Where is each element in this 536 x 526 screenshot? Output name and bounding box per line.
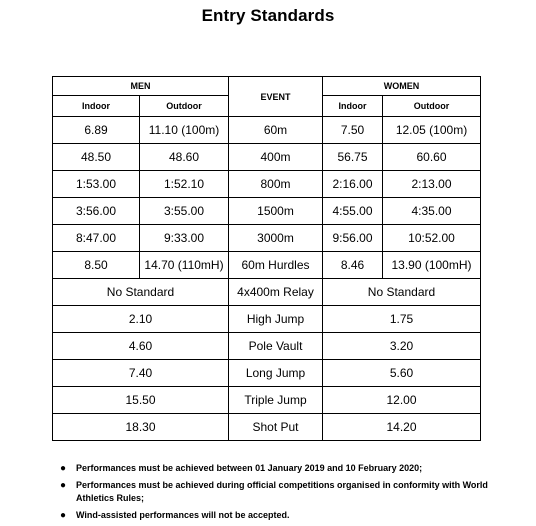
women-header: WOMEN [323,77,481,96]
women-outdoor-header: Outdoor [383,96,481,117]
cell-men-standard: 7.40 [53,360,229,387]
cell-women-outdoor: 10:52.00 [383,225,481,252]
page-title: Entry Standards [201,6,335,25]
cell-women-standard: 1.75 [323,306,481,333]
event-header: EVENT [229,77,323,117]
bullet-icon: ● [60,480,67,491]
table-row [53,198,481,225]
men-header: MEN [53,77,229,96]
note-item [60,509,500,522]
cell-women-indoor: 9:56.00 [323,225,383,252]
cell-event: Long Jump [229,360,323,387]
women-indoor-header: Indoor [323,96,383,117]
cell-men-indoor: 6.89 [53,117,140,144]
cell-women-standard: No Standard [323,279,481,306]
cell-men-standard: 2.10 [53,306,229,333]
cell-women-outdoor: 12.05 (100m) [383,117,481,144]
cell-women-standard: 12.00 [323,387,481,414]
bullet-icon: ● [60,463,67,474]
men-indoor-header: Indoor [53,96,140,117]
cell-event: 400m [229,144,323,171]
cell-women-outdoor: 13.90 (100mH) [383,252,481,279]
note-text: Performances must be achieved between 01 January 2019 and 10 February 2020; [76,463,423,473]
cell-women-outdoor: 2:13.00 [383,171,481,198]
men-outdoor-header: Outdoor [140,96,229,117]
cell-men-outdoor: 11.10 (100m) [140,117,229,144]
cell-women-standard: 14.20 [323,414,481,441]
cell-men-standard: No Standard [53,279,229,306]
cell-men-standard: 18.30 [53,414,229,441]
note-item [60,479,500,505]
cell-men-indoor: 3:56.00 [53,198,140,225]
cell-event: 800m [229,171,323,198]
table-row [53,279,481,306]
cell-women-outdoor: 60.60 [383,144,481,171]
cell-men-indoor: 8.50 [53,252,140,279]
table-row [53,414,481,441]
cell-men-indoor: 1:53.00 [53,171,140,198]
table-row [53,387,481,414]
table-row [53,252,481,279]
cell-men-outdoor: 3:55.00 [140,198,229,225]
cell-men-outdoor: 1:52.10 [140,171,229,198]
cell-women-standard: 3.20 [323,333,481,360]
cell-men-indoor: 8:47.00 [53,225,140,252]
cell-women-indoor: 56.75 [323,144,383,171]
note-text: Wind-assisted performances will not be accepted. [76,510,290,520]
bullet-icon: ● [60,510,67,521]
table-row [53,171,481,198]
cell-event: Triple Jump [229,387,323,414]
notes-list [60,462,500,526]
cell-women-indoor: 4:55.00 [323,198,383,225]
table-row [53,225,481,252]
table-header-row [53,77,481,96]
entry-standards-table [52,76,481,441]
note-item [60,462,500,475]
cell-event: 60m Hurdles [229,252,323,279]
cell-women-indoor: 2:16.00 [323,171,383,198]
note-text: Performances must be achieved during official competitions organised in conformity with World Athletics Rules; [76,480,488,503]
cell-event: 60m [229,117,323,144]
cell-women-indoor: 7.50 [323,117,383,144]
cell-men-outdoor: 48.60 [140,144,229,171]
cell-women-standard: 5.60 [323,360,481,387]
cell-men-standard: 4.60 [53,333,229,360]
table-row [53,306,481,333]
cell-men-outdoor: 14.70 (110mH) [140,252,229,279]
cell-event: 1500m [229,198,323,225]
cell-event: High Jump [229,306,323,333]
cell-men-indoor: 48.50 [53,144,140,171]
cell-event: 4x400m Relay [229,279,323,306]
cell-event: 3000m [229,225,323,252]
table-row [53,360,481,387]
table-row [53,144,481,171]
cell-men-standard: 15.50 [53,387,229,414]
cell-women-indoor: 8.46 [323,252,383,279]
table-row [53,333,481,360]
cell-event: Pole Vault [229,333,323,360]
cell-men-outdoor: 9:33.00 [140,225,229,252]
table-row [53,117,481,144]
cell-event: Shot Put [229,414,323,441]
cell-women-outdoor: 4:35.00 [383,198,481,225]
